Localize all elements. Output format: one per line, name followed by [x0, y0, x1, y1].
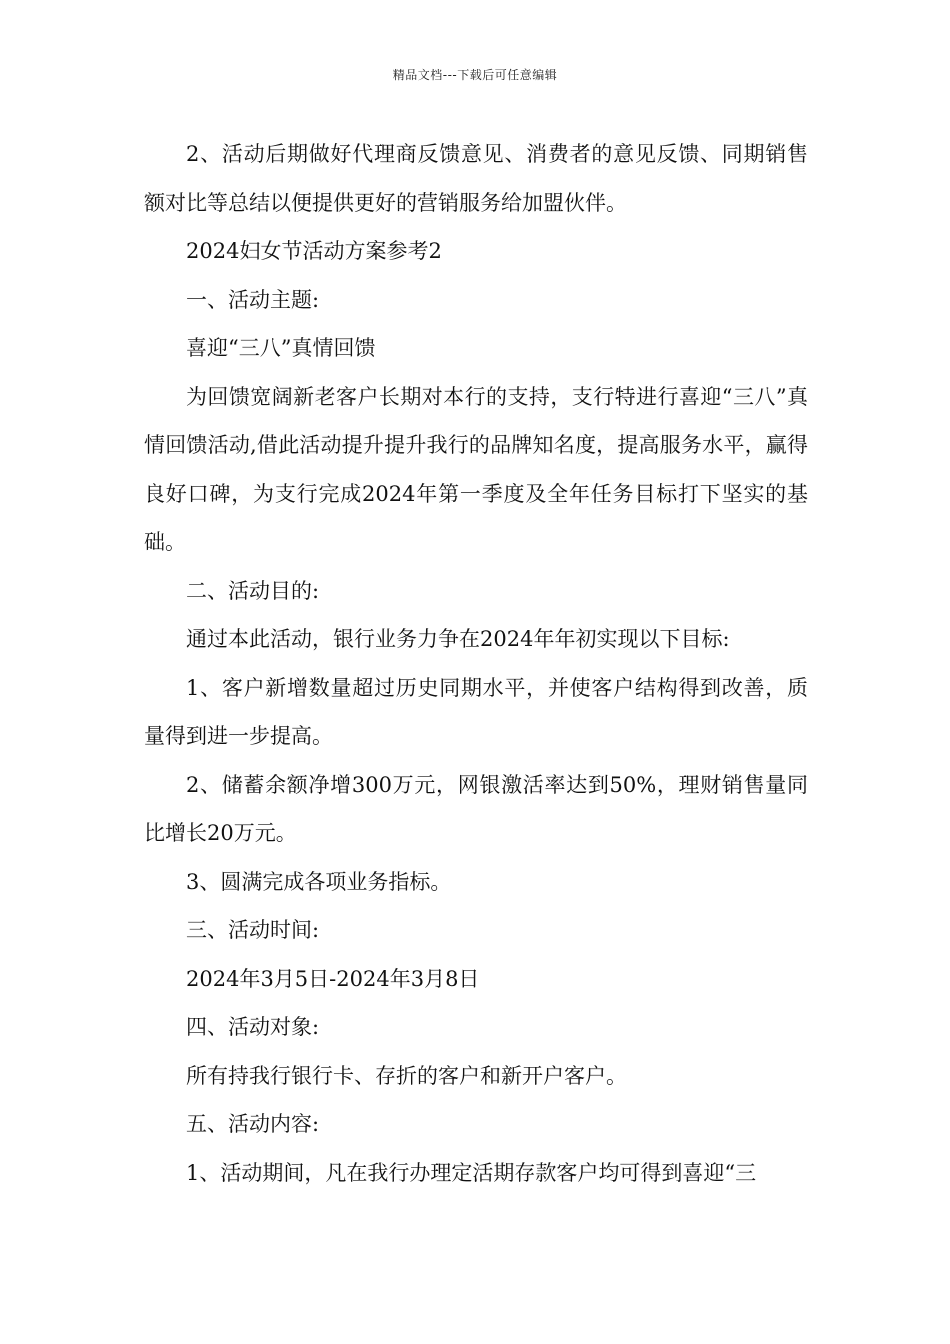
goal-item-2: 2、储蓄余额净增300万元，网银激活率达到50%，理财销售量同比增长20万元。 — [144, 772, 808, 845]
theme-text: 喜迎“三八”真情回馈 — [186, 336, 376, 360]
section-heading-content: 五、活动内容: — [186, 1112, 320, 1136]
section-heading-purpose: 二、活动目的: — [186, 578, 320, 603]
time-text: 2024年3月5日-2024年3月8日 — [186, 966, 480, 991]
goal-item-3: 3、圆满完成各项业务指标。 — [186, 869, 452, 894]
section-heading-audience: 四、活动对象: — [186, 1015, 320, 1039]
goal-item-1: 1、客户新增数量超过历史同期水平，并使客户结构得到改善，质量得到进一步提高。 — [144, 675, 808, 748]
section-heading-title: 2024妇女节活动方案参考2 — [186, 239, 442, 263]
audience-text: 所有持我行银行卡、存折的客户和新开户客户。 — [186, 1063, 627, 1088]
paragraph-intro: 为回馈宽阔新老客户长期对本行的支持，支行特进行喜迎“三八”真情回馈活动,借此活动提升提升我行的品牌知名度，提高服务水平，赢得良好口碑，为支行完成2024年第一季度及全年任务目标打下坚实的基础。 — [144, 384, 808, 554]
section-heading-theme: 一、活动主题: — [186, 287, 320, 312]
page-header: 精品文档---下载后可任意编辑 — [392, 68, 558, 82]
content-item-1: 1、活动期间，凡在我行办理定活期存款客户均可得到喜迎“三 — [186, 1160, 757, 1185]
document-body — [144, 130, 808, 1197]
purpose-text: 通过本此活动，银行业务力争在2024年年初实现以下目标: — [186, 627, 730, 651]
paragraph-1: 2、活动后期做好代理商反馈意见、消费者的意见反馈、同期销售额对比等总结以便提供更好的营销服务给加盟伙伴。 — [144, 142, 808, 215]
section-heading-time: 三、活动时间: — [186, 918, 320, 942]
